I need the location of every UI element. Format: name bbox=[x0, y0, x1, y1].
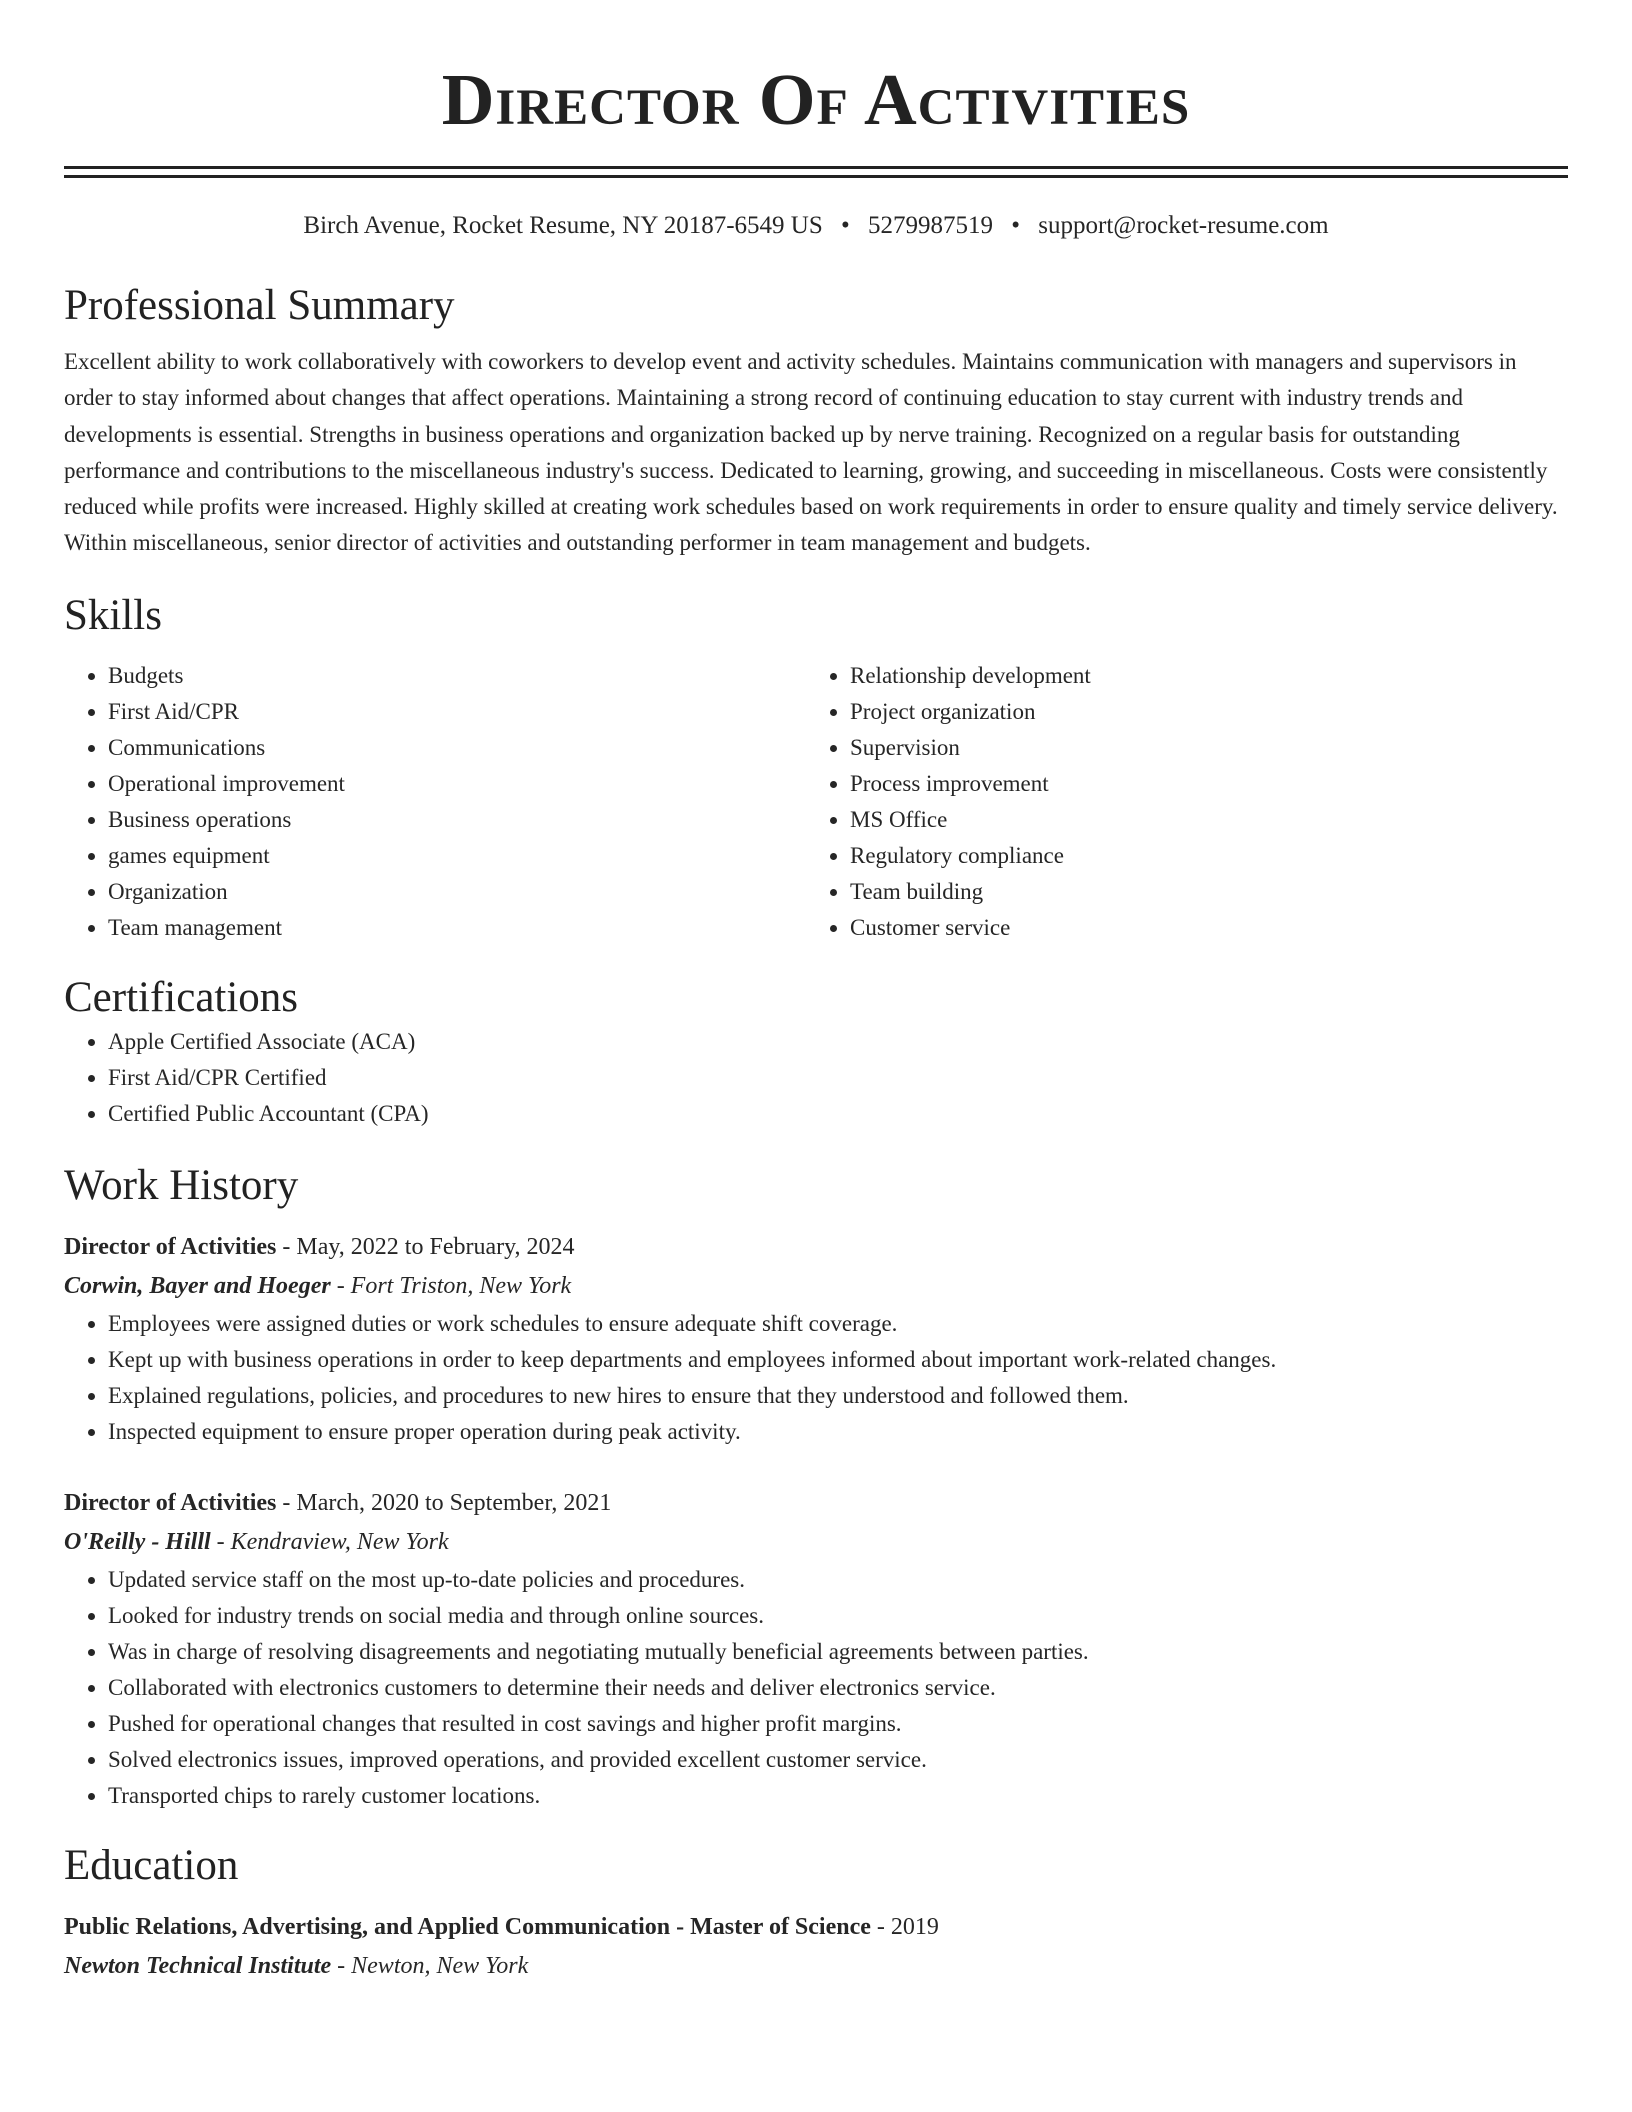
contact-address: Birch Avenue, Rocket Resume, NY 20187-6549 US bbox=[303, 212, 823, 239]
education-degree: Public Relations, Advertising, and Applied Communication - Master of Science bbox=[64, 1913, 871, 1940]
skill-item: • Relationship development bbox=[850, 658, 1548, 694]
job-duty-item: • Inspected equipment to ensure proper operation during peak activity. bbox=[108, 1414, 1568, 1450]
job-duty-item: • Explained regulations, policies, and procedures to new hires to ensure that they understood and followed them. bbox=[108, 1378, 1568, 1414]
job-duty-item: • Transported chips to rarely customer locations. bbox=[108, 1778, 1568, 1814]
skill-item: • Team management bbox=[108, 910, 806, 946]
job-entry bbox=[64, 1228, 1568, 1450]
education-school: Newton Technical Institute bbox=[64, 1952, 332, 1979]
header-rule-top bbox=[64, 166, 1568, 169]
certifications-list bbox=[64, 1024, 1568, 1132]
job-dates: - March, 2020 to September, 2021 bbox=[276, 1489, 612, 1516]
skill-item: • MS Office bbox=[850, 802, 1548, 838]
education-year: - 2019 bbox=[870, 1913, 939, 1940]
skill-item: • Project organization bbox=[850, 694, 1548, 730]
job-entry bbox=[64, 1484, 1568, 1814]
summary-text: Excellent ability to work collaboratively with coworkers to develop event and activity schedules. Maintains communication with managers and supervisors in order to stay informed about changes that affect operations. Maintaining a strong record of continuing education to stay current with industry trends and developments is essential. Strengths in business operations and organization backed up by nerve training. Recognized on a regular basis for outstanding performance and contributions to the miscellaneous industry's success. Dedicated to learning, growing, and succeeding in miscellaneous. Costs were consistently reduced while profits were increased. Highly skilled at creating work schedules based on work requirements in order to ensure quality and timely service delivery. Within miscellaneous, senior director of activities and outstanding performer in team management and budgets. bbox=[64, 349, 1558, 556]
certification-item: • Apple Certified Associate (ACA) bbox=[108, 1024, 1568, 1060]
certification-item: • First Aid/CPR Certified bbox=[108, 1060, 1568, 1096]
skill-item: • Team building bbox=[850, 874, 1548, 910]
job-duty-item: • Collaborated with electronics customers to determine their needs and deliver electronics service. bbox=[108, 1670, 1568, 1706]
skill-item: • games equipment bbox=[108, 838, 806, 874]
education-heading: Education bbox=[64, 1841, 239, 1889]
job-duties-list bbox=[64, 1562, 1568, 1814]
job-title: Director of Activities bbox=[64, 1233, 277, 1260]
skills-column-right bbox=[806, 658, 1548, 946]
job-dates: - May, 2022 to February, 2024 bbox=[276, 1233, 575, 1260]
job-employer-line bbox=[64, 1266, 1568, 1306]
job-title: Director of Activities bbox=[64, 1489, 277, 1516]
education-school-line bbox=[64, 1946, 1568, 1986]
education-degree-line bbox=[64, 1908, 1568, 1946]
job-duties-list bbox=[64, 1306, 1568, 1450]
skills-columns bbox=[64, 658, 1568, 946]
contact-phone: 5279987519 bbox=[868, 212, 994, 239]
job-employer-line bbox=[64, 1522, 1568, 1562]
job-employer: Corwin, Bayer and Hoeger bbox=[64, 1272, 331, 1299]
job-duty-item: • Was in charge of resolving disagreements and negotiating mutually beneficial agreements between parties. bbox=[108, 1634, 1568, 1670]
skills-section bbox=[64, 590, 1568, 946]
job-duty-item: • Employees were assigned duties or work schedules to ensure adequate shift coverage. bbox=[108, 1306, 1568, 1342]
job-employer: O'Reilly - Hilll bbox=[64, 1528, 211, 1555]
job-duty-item: • Pushed for operational changes that resulted in cost savings and higher profit margins. bbox=[108, 1706, 1568, 1742]
contact-separator: • bbox=[1011, 212, 1021, 239]
certifications-heading: Certifications bbox=[64, 973, 299, 1021]
skill-item: • Operational improvement bbox=[108, 766, 806, 802]
contact-separator: • bbox=[841, 212, 850, 239]
skills-column-left bbox=[64, 658, 806, 946]
job-location: - Kendraview, New York bbox=[210, 1528, 449, 1555]
job-duty-item: • Solved electronics issues, improved operations, and provided excellent customer service. bbox=[108, 1742, 1568, 1778]
contact-line bbox=[64, 210, 1568, 242]
skill-item: • Regulatory compliance bbox=[850, 838, 1548, 874]
resume-name: Director Of Activities bbox=[441, 59, 1191, 140]
certification-item: • Certified Public Accountant (CPA) bbox=[108, 1096, 1568, 1132]
summary-heading: Professional Summary bbox=[64, 282, 455, 329]
skill-item: • Business operations bbox=[108, 802, 806, 838]
skill-item: • Customer service bbox=[850, 910, 1548, 946]
skill-item: • Process improvement bbox=[850, 766, 1548, 802]
certifications-section bbox=[64, 972, 1568, 1132]
job-title-line bbox=[64, 1484, 1568, 1522]
skill-item: • First Aid/CPR bbox=[108, 694, 806, 730]
job-location: - Fort Triston, New York bbox=[330, 1272, 572, 1299]
work-history-heading: Work History bbox=[64, 1161, 299, 1209]
skills-list-left bbox=[64, 658, 806, 946]
skill-item: • Budgets bbox=[108, 658, 806, 694]
job-title-line bbox=[64, 1228, 1568, 1266]
work-history-section bbox=[64, 1160, 1568, 1814]
skill-item: • Organization bbox=[108, 874, 806, 910]
skills-list-right bbox=[806, 658, 1548, 946]
job-duty-item: • Updated service staff on the most up-to-date policies and procedures. bbox=[108, 1562, 1568, 1598]
summary-section bbox=[64, 280, 1568, 562]
job-duty-item: • Looked for industry trends on social media and through online sources. bbox=[108, 1598, 1568, 1634]
skill-item: • Communications bbox=[108, 730, 806, 766]
skill-item: • Supervision bbox=[850, 730, 1548, 766]
education-location: - Newton, New York bbox=[331, 1952, 529, 1979]
job-duty-item: • Kept up with business operations in order to keep departments and employees informed about important work-related changes. bbox=[108, 1342, 1568, 1378]
header-rule-bottom bbox=[64, 175, 1568, 178]
skills-heading: Skills bbox=[64, 591, 162, 639]
contact-email: support@rocket-resume.com bbox=[1038, 212, 1329, 239]
education-section bbox=[64, 1840, 1568, 1986]
